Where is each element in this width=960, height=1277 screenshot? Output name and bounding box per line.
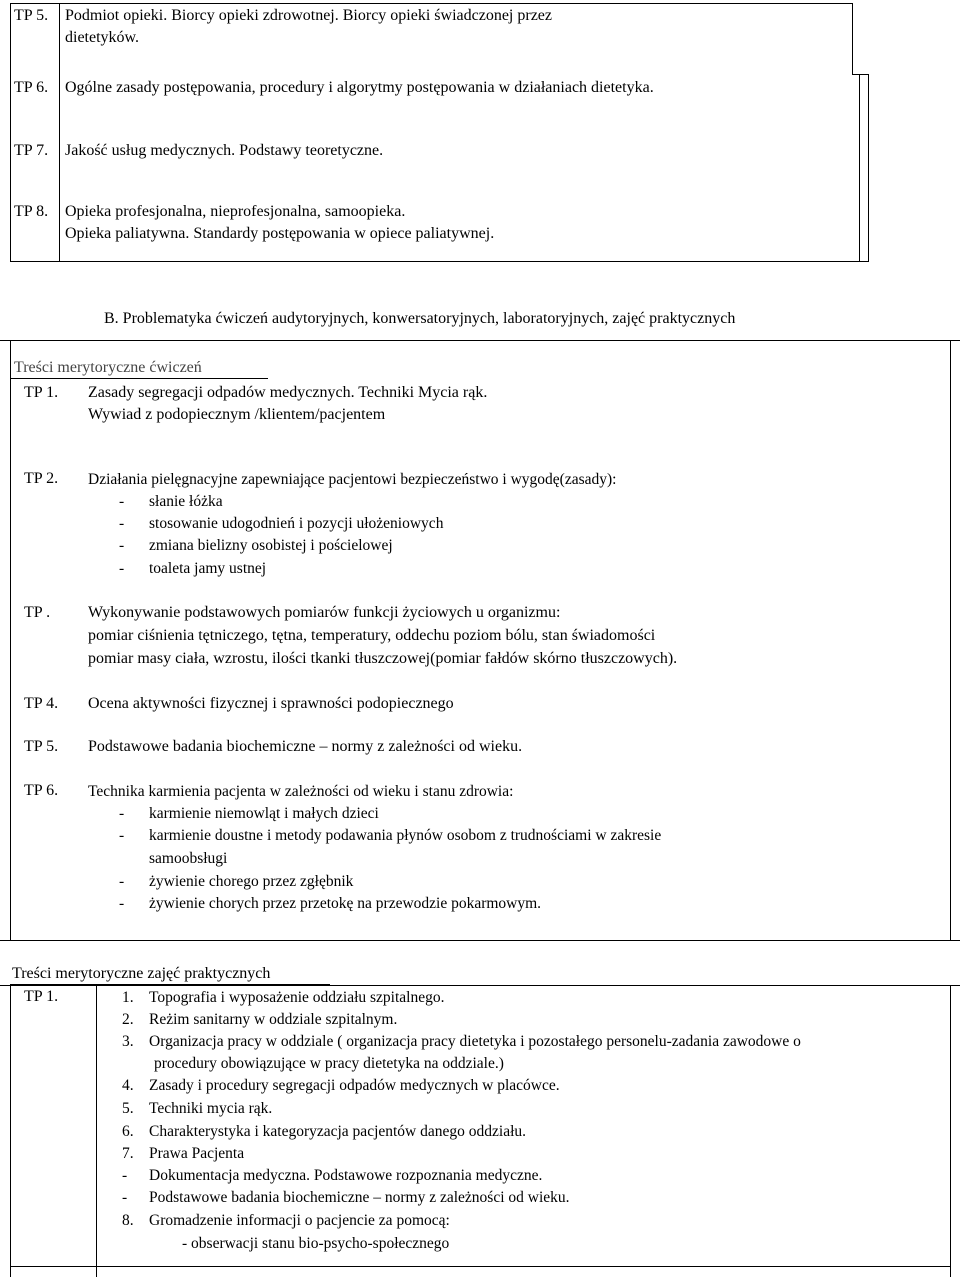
- list-item: Techniki mycia rąk.: [149, 1100, 273, 1117]
- block-border-right: [950, 340, 951, 940]
- list-mark: 2.: [122, 1011, 134, 1028]
- list-mark: 3.: [122, 1033, 134, 1050]
- section-b-heading: B. Problematyka ćwiczeń audytoryjnych, konwersatoryjnych, laboratoryjnych, zajęć praktycznych: [104, 310, 736, 327]
- list-mark: 6.: [122, 1123, 134, 1140]
- bullet-item: samoobsługi: [149, 850, 228, 867]
- block-border-left: [10, 985, 11, 1277]
- row-label: TP 4.: [24, 695, 59, 712]
- row-text: Technika karmienia pacjenta w zależności od wieku i stanu zdrowia:: [88, 783, 514, 800]
- row-text: Wykonywanie podstawowych pomiarów funkcji życiowych u organizmu:: [88, 604, 561, 621]
- list-item: procedury obowiązujące w pracy dietetyka na oddziale.): [154, 1055, 504, 1072]
- list-mark: -: [122, 1167, 128, 1184]
- list-item: Gromadzenie informacji o pacjencie za pomocą:: [149, 1212, 450, 1229]
- row-text: Ogólne zasady postępowania, procedury i algorytmy postępowania w działaniach dietetyka.: [65, 79, 654, 96]
- bullet-dash: -: [119, 560, 125, 577]
- bullet-dash: -: [119, 827, 125, 844]
- table-border-top: [10, 3, 852, 4]
- row-label: TP 5.: [14, 7, 49, 24]
- row-text: dietetyków.: [65, 29, 140, 46]
- row-label: TP 6.: [14, 79, 49, 96]
- table-border-left: [10, 3, 11, 261]
- bullet-item: słanie łóżka: [149, 493, 223, 510]
- bullet-dash: -: [119, 873, 125, 890]
- bullet-item: żywienie chorych przez przetokę na przewodzie pokarmowym.: [149, 895, 542, 912]
- bullet-item: żywienie chorego przez zgłębnik: [149, 873, 354, 890]
- block-border-bottom: [10, 1266, 950, 1267]
- row-text: Ocena aktywności fizycznej i sprawności podopiecznego: [88, 695, 454, 712]
- table-border-right-upper: [852, 3, 853, 75]
- block-border-top: [0, 340, 960, 341]
- row-text: pomiar ciśnienia tętniczego, tętna, temperatury, oddechu poziom bólu, stan świadomości: [88, 627, 656, 644]
- bullet-dash: -: [119, 805, 125, 822]
- row-text: pomiar masy ciała, wzrostu, ilości tkanki tłuszczowej(pomiar fałdów skórno tłuszczowych).: [88, 650, 678, 667]
- table-col-divider: [59, 3, 60, 261]
- row-text: Wywiad z podopiecznym /klientem/pacjentem: [88, 406, 386, 423]
- list-mark: -: [122, 1189, 128, 1206]
- bullet-item: karmienie niemowląt i małych dzieci: [149, 805, 379, 822]
- block-border-bottom: [0, 940, 960, 941]
- row-text: Opieka paliatywna. Standardy postępowania w opiece paliatywnej.: [65, 225, 495, 242]
- block-border-right: [950, 985, 951, 1277]
- row-text: Jakość usług medycznych. Podstawy teoretyczne.: [65, 142, 384, 159]
- list-item: Zasady i procedury segregacji odpadów medycznych w placówce.: [149, 1077, 560, 1094]
- list-mark: 1.: [122, 989, 134, 1006]
- bullet-item: toaleta jamy ustnej: [149, 560, 267, 577]
- list-item: Topografia i wyposażenie oddziału szpitalnego.: [149, 989, 445, 1006]
- section-c-subheading: Treści merytoryczne zajęć praktycznych: [12, 965, 271, 982]
- table-border-right-b: [868, 74, 869, 261]
- bullet-dash: -: [119, 895, 125, 912]
- bullet-item: stosowanie udogodnień i pozycji ułożeniowych: [149, 515, 444, 532]
- subheading-underline: [10, 984, 330, 985]
- row-text: Podmiot opieki. Biorcy opieki zdrowotnej. Biorcy opieki świadczonej przez: [65, 7, 552, 24]
- table-border-top-step: [852, 74, 869, 75]
- row-text: Zasady segregacji odpadów medycznych. Techniki Mycia rąk.: [88, 384, 488, 401]
- list-item: Organizacja pracy w oddziale ( organizacja pracy dietetyka i pozostałego personelu-zadania zawodowe o: [149, 1033, 801, 1050]
- table-border-bottom: [10, 261, 869, 262]
- block-border-left: [10, 340, 11, 940]
- row-label: TP 1.: [24, 384, 59, 401]
- row-text: Działania pielęgnacyjne zapewniające pacjentowi bezpieczeństwo i wygodę(zasady):: [88, 471, 617, 488]
- row-text: Podstawowe badania biochemiczne – normy z zależności od wieku.: [88, 738, 523, 755]
- list-item: Podstawowe badania biochemiczne – normy z zależności od wieku.: [149, 1189, 570, 1206]
- bullet-dash: -: [119, 537, 125, 554]
- row-label: TP 5.: [24, 738, 59, 755]
- subheading-underline: [10, 378, 268, 379]
- row-label: TP 8.: [14, 203, 49, 220]
- bullet-item: karmienie doustne i metody podawania płynów osobom z trudnościami w zakresie: [149, 827, 662, 844]
- list-item: Reżim sanitarny w oddziale szpitalnym.: [149, 1011, 398, 1028]
- bullet-dash: -: [119, 515, 125, 532]
- list-item: Dokumentacja medyczna. Podstawowe rozpoznania medyczne.: [149, 1167, 543, 1184]
- bullet-item: zmiana bielizny osobistej i pościelowej: [149, 537, 393, 554]
- section-b-subheading: Treści merytoryczne ćwiczeń: [14, 359, 202, 376]
- row-label: TP .: [24, 604, 51, 621]
- row-label: TP 2.: [24, 470, 59, 487]
- list-mark: 5.: [122, 1100, 134, 1117]
- list-mark: 8.: [122, 1212, 134, 1229]
- row-text: Opieka profesjonalna, nieprofesjonalna, samoopieka.: [65, 203, 406, 220]
- list-item: Prawa Pacjenta: [149, 1145, 245, 1162]
- table-border-right-a: [859, 74, 860, 261]
- row-label: TP 7.: [14, 142, 49, 159]
- block-border-top: [0, 985, 960, 986]
- list-item: - obserwacji stanu bio-psycho-społecznego: [182, 1235, 450, 1252]
- row-label: TP 6.: [24, 782, 59, 799]
- block-divider: [96, 985, 97, 1277]
- list-mark: 4.: [122, 1077, 134, 1094]
- row-label: TP 1.: [24, 988, 59, 1005]
- list-item: Charakterystyka i kategoryzacja pacjentów danego oddziału.: [149, 1123, 527, 1140]
- list-mark: 7.: [122, 1145, 134, 1162]
- bullet-dash: -: [119, 493, 125, 510]
